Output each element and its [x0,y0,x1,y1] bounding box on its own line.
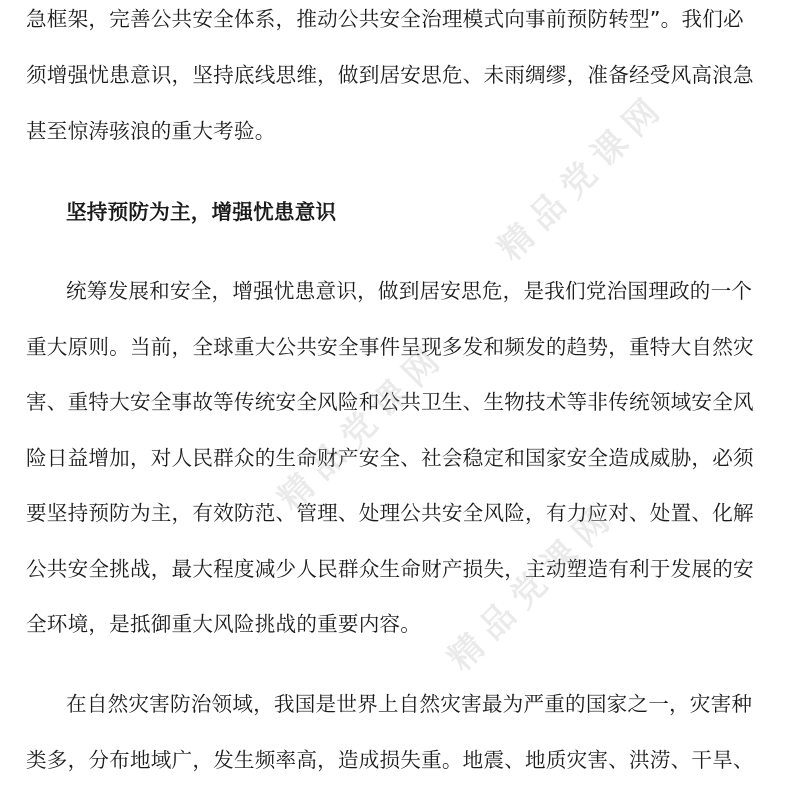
section-heading: 坚持预防为主，增强忧患意识 [66,200,337,224]
paragraph-1-line-1: 急框架，完善公共安全体系，推动公共安全治理模式向事前预防转型”。我们必 [26,7,744,31]
paragraph-3-line-2: 类多，分布地域广，发生频率高，造成损失重。地震、地质灾害、洪涝、干旱、 [26,748,754,772]
paragraph-3-line-1: 在自然灾害防治领域，我国是世界上自然灾害最为严重的国家之一，灾害种 [66,692,753,716]
paragraph-2-line-6: 公共安全挑战，最大程度减少人民群众生命财产损失，主动塑造有利于发展的安 [26,557,754,581]
paragraph-2-line-1: 统筹发展和安全，增强忧患意识，做到居安思危，是我们党治国理政的一个 [66,279,753,303]
paragraph-2-line-2: 重大原则。当前，全球重大公共安全事件呈现多发和频发的趋势，重特大自然灾 [26,335,754,359]
paragraph-2-line-7: 全环境，是抵御重大风险挑战的重要内容。 [26,612,422,636]
paragraph-2-line-3: 害、重特大安全事故等传统安全风险和公共卫生、生物技术等非传统领域安全风 [26,390,754,414]
paragraph-2-line-4: 险日益增加，对人民群众的生命财产安全、社会稳定和国家安全造成威胁，必须 [26,446,754,470]
watermark: 精品党课网 [440,495,625,679]
paragraph-1-line-2: 须增强忧患意识，坚持底线思维，做到居安思危、未雨绸缪，准备经受风高浪急 [26,63,754,87]
paragraph-2-line-5: 要坚持预防为主，有效防范、管理、处理公共安全风险，有力应对、处置、化解 [26,501,754,525]
paragraph-1-line-3: 甚至惊涛骇浪的重大考验。 [26,119,276,143]
watermark: 精品党课网 [490,85,675,269]
watermark: 精品党课网 [270,335,455,519]
